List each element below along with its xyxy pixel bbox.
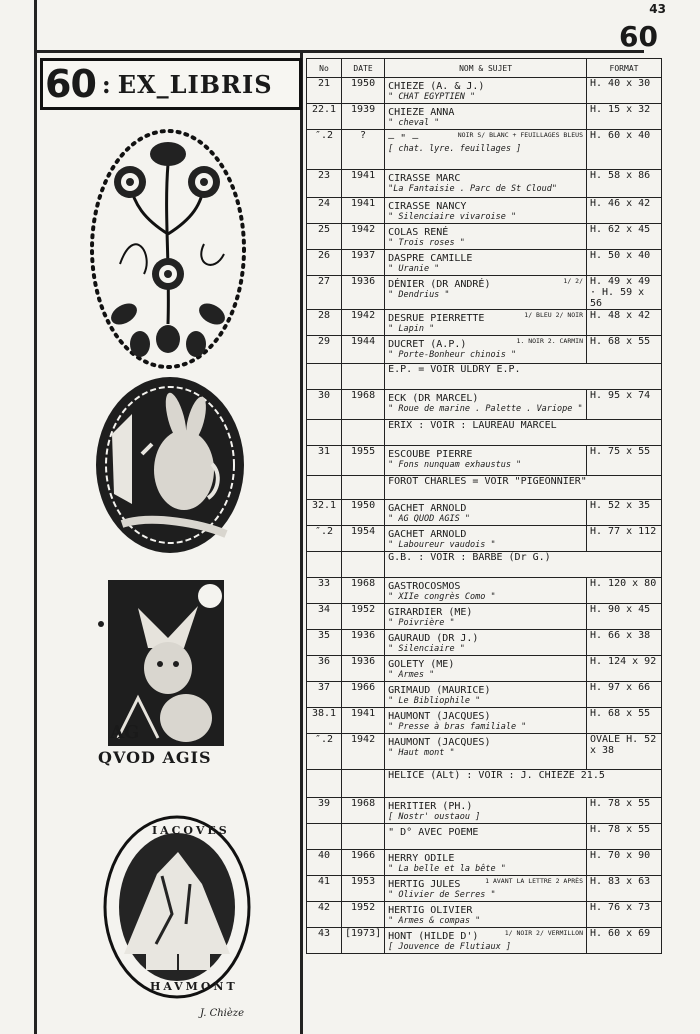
subject: " Lapin " [388,324,435,334]
entry-name-subject [385,656,587,682]
subject: " Armes & compas " [388,916,481,926]
entry-format: H. 40 x 30 [587,78,662,104]
entry-date: 1942 [342,734,385,770]
page-number-large: 60 [619,20,658,53]
entry-number [307,770,342,798]
owner-name: HONT (HILDE D') [388,931,479,942]
illustrations-column [40,108,298,1034]
table-row [307,850,662,876]
entry-format: H. 15 x 32 [587,104,662,130]
table-row [307,364,662,390]
entry-date: 1939 [342,104,385,130]
table-row [307,78,662,104]
table-row [307,198,662,224]
entry-date: 1968 [342,798,385,824]
table-row [307,336,662,364]
entry-date: 1954 [342,526,385,552]
entry-name-subject [385,526,587,552]
entry-date: 1968 [342,578,385,604]
entry-date: 1966 [342,682,385,708]
entry-number: 35 [307,630,342,656]
entry-number: 22.1 [307,104,342,130]
register-table [306,58,662,954]
entry-number: 36 [307,656,342,682]
entry-number [307,476,342,500]
entry-number: 39 [307,798,342,824]
entry-note: NOIR S/ BLANC + FEUILLAGES BLEUS [457,131,583,139]
table-row [307,224,662,250]
entry-format: H. 78 x 55 [587,824,662,850]
subject: " CHAT EGYPTIEN " [388,92,476,102]
owner-name: DESRUE PIERRETTE [388,313,485,324]
table-row [307,170,662,198]
entry-name-subject [385,170,587,198]
entry-format: H. 58 x 86 [587,170,662,198]
entry-name-subject [385,78,587,104]
col-format: FORMAT [587,59,662,78]
entry-format: H. 49 x 49 · H. 59 x 56 [587,276,662,310]
table-header [307,59,662,78]
entry-number [307,824,342,850]
entry-name-subject [385,708,587,734]
seal-text-bottom: HAVMONT [150,980,238,993]
entry-format: H. 68 x 55 [587,708,662,734]
entry-date: ? [342,130,385,170]
owner-name: CIRASSE NANCY [388,201,467,212]
owner-name: GASTROCOSMOS [388,581,461,592]
table-row [307,104,662,130]
owner-name: GOLETY (ME) [388,659,455,670]
subject: [ chat. lyre. feuillages ] [388,144,522,154]
register-body [307,78,662,954]
entry-number: 37 [307,682,342,708]
subject: " Armes " [388,670,435,680]
owner-name: " D° AVEC POEME [388,827,479,838]
entry-number: ″.2 [307,526,342,552]
entry-date [342,770,385,798]
entry-format: H. 78 x 55 [587,798,662,824]
owner-name: DASPRE CAMILLE [388,253,473,264]
table-row [307,552,662,578]
entry-number: 30 [307,390,342,420]
entry-number: 34 [307,604,342,630]
section-title-text: EX_LIBRIS [117,69,273,99]
owner-name: — " — [388,133,419,144]
entry-format: H. 52 x 35 [587,500,662,526]
cross-reference: FOROT CHARLES = VOIR "PIGEONNIER" [385,476,662,500]
entry-date: 1952 [342,604,385,630]
col-no: No [307,59,342,78]
entry-date [342,420,385,446]
entry-format: H. 120 x 80 [587,578,662,604]
section-separator: : [101,69,112,99]
entry-number: 29 [307,336,342,364]
artist-signature: J. Chièze [200,1008,244,1019]
entry-name-subject [385,682,587,708]
entry-date: 1936 [342,656,385,682]
subject: [ Jouvence de Flutiaux ] [388,942,511,952]
entry-date: 1944 [342,336,385,364]
entry-note: 1/ NOIR 2/ VERMILLON [504,929,583,937]
entry-date: 1936 [342,630,385,656]
entry-name-subject [385,902,587,928]
entry-name-subject [385,734,587,770]
entry-number: 24 [307,198,342,224]
entry-date: 1936 [342,276,385,310]
entry-name-subject [385,276,587,310]
table-row [307,630,662,656]
entry-number: 33 [307,578,342,604]
subject: " Le Bibliophile " [388,696,481,706]
entry-number: 43 [307,928,342,954]
entry-date [342,824,385,850]
entry-date: 1955 [342,446,385,476]
owner-name: GIRARDIER (ME) [388,607,473,618]
entry-date: 1968 [342,390,385,420]
entry-date: 1942 [342,224,385,250]
table-row [307,526,662,552]
table-row [307,276,662,310]
entry-name-subject [385,390,587,420]
entry-date [342,476,385,500]
table-row [307,604,662,630]
entry-format: H. 124 x 92 [587,656,662,682]
entry-number: 31 [307,446,342,476]
entry-date [342,552,385,578]
owner-name: HERITIER (PH.) [388,801,473,812]
entry-number: 28 [307,310,342,336]
entry-note: 1 AVANT LA LETTRE 2 APRÈS [485,877,583,885]
table-row [307,928,662,954]
subject: " Fons nunquam exhaustus " [388,460,522,470]
entry-date: 1942 [342,310,385,336]
entry-name-subject [385,928,587,954]
top-rule [34,50,644,53]
table-row [307,310,662,336]
table-row [307,798,662,824]
entry-name-subject [385,850,587,876]
entry-format: H. 60 x 69 [587,928,662,954]
jester-caption: QVOD AGIS [98,748,212,767]
entry-date: 1941 [342,708,385,734]
subject: " La belle et la bête " [388,864,506,874]
table-row [307,390,662,420]
owner-name: ESCOUBE PIERRE [388,449,473,460]
table-row [307,250,662,276]
entry-date: 1941 [342,198,385,224]
subject: " AG QUOD AGIS " [388,514,471,524]
owner-name: GACHET ARNOLD [388,529,467,540]
entry-format: H. 66 x 38 [587,630,662,656]
subject: " Poivrière " [388,618,455,628]
entry-name-subject [385,604,587,630]
entry-note: 1. NOIR 2. CARMIN [516,337,583,345]
entry-number: ″.2 [307,734,342,770]
owner-name: GACHET ARNOLD [388,503,467,514]
entry-date: 1952 [342,902,385,928]
entry-date: 1941 [342,170,385,198]
subject: " Uranie " [388,264,440,274]
entry-format: H. 90 x 45 [587,604,662,630]
entry-format: H. 62 x 45 [587,224,662,250]
table-row [307,578,662,604]
owner-name: HERTIG JULES [388,879,461,890]
entry-date: 1966 [342,850,385,876]
entry-format: H. 46 x 42 [587,198,662,224]
page-number-small: 43 [649,2,666,16]
owner-name: CHIEZE (A. & J.) [388,81,485,92]
entry-date [342,364,385,390]
table-row [307,708,662,734]
entry-number: ″.2 [307,130,342,170]
owner-name: DÉNIER (DR ANDRÉ) [388,279,491,290]
entry-number: 26 [307,250,342,276]
cross-reference: HELICE (ALt) : VOIR : J. CHIEZE 21.5 [385,770,662,798]
subject: " Porte-Bonheur chinois " [388,350,517,360]
col-name: NOM & SUJET [385,59,587,78]
entry-name-subject [385,446,587,476]
entry-name-subject [385,798,587,824]
entry-date: 1950 [342,78,385,104]
entry-name-subject [385,500,587,526]
entry-number: 23 [307,170,342,198]
entry-format: H. 75 x 55 [587,446,662,476]
bookplate-rabbit [92,374,248,556]
owner-name: GRIMAUD (MAURICE) [388,685,491,696]
subject: " XIIe congrès Como " [388,592,496,602]
entry-note: 1/ 2/ [563,277,583,285]
entry-number: 40 [307,850,342,876]
section-title [40,58,302,110]
entry-name-subject [385,310,587,336]
col-date: DATE [342,59,385,78]
entry-number: 42 [307,902,342,928]
entry-name-subject [385,198,587,224]
entry-name-subject [385,824,587,850]
subject: " Silenciaire " [388,644,465,654]
subject: " Laboureur vaudois " [388,540,496,550]
entry-name-subject [385,130,587,170]
cross-reference: G.B. : VOIR : BARBE (Dr G.) [385,552,662,578]
bookplate-seal [102,814,252,1000]
table-row [307,420,662,446]
entry-date: [1973] [342,928,385,954]
seal-text-top: IACOVES [152,824,230,837]
entry-format: H. 48 x 42 [587,310,662,336]
subject: " Roue de marine . Palette . Variope " [388,404,583,414]
subject: "La Fantaisie . Parc de St Cloud" [388,184,558,194]
owner-name: ECK (DR MARCEL) [388,393,479,404]
table-row [307,824,662,850]
entry-name-subject [385,104,587,130]
entry-name-subject [385,250,587,276]
entry-format: H. 95 x 74 [587,390,662,420]
entry-note: 1/ BLEU 2/ NOIR [524,311,583,319]
subject: " Trois roses " [388,238,465,248]
table-row [307,734,662,770]
entry-name-subject [385,578,587,604]
owner-name: CIRASSE MARC [388,173,461,184]
owner-name: DUCRET (A.P.) [388,339,467,350]
owner-name: CHIEZE ANNA [388,107,455,118]
cross-reference: E.P. = VOIR ULDRY E.P. [385,364,662,390]
subject: " Olivier de Serres " [388,890,496,900]
entry-number: 38.1 [307,708,342,734]
bookplate-roses [84,124,252,374]
column-divider [300,50,303,1034]
subject: " cheval " [388,118,440,128]
entry-number: 32.1 [307,500,342,526]
table-row [307,770,662,798]
subject: " Haut mont " [388,748,455,758]
entry-name-subject [385,630,587,656]
table-row [307,446,662,476]
owner-name: HERTIG OLIVIER [388,905,473,916]
table-row [307,902,662,928]
entry-name-subject [385,336,587,364]
entry-number [307,552,342,578]
subject: " Presse à bras familiale " [388,722,527,732]
cross-reference: ERIX : VOIR : LAUREAU MARCEL [385,420,662,446]
entry-name-subject [385,224,587,250]
entry-date: 1950 [342,500,385,526]
entry-number [307,364,342,390]
table-row [307,130,662,170]
table-row [307,876,662,902]
entry-date: 1953 [342,876,385,902]
owner-name: COLAS RENÉ [388,227,449,238]
entry-number [307,420,342,446]
table-row [307,500,662,526]
entry-date: 1937 [342,250,385,276]
subject: [ Nostr' oustaou ] [388,812,481,822]
entry-name-subject [385,876,587,902]
entry-number: 25 [307,224,342,250]
table-row [307,682,662,708]
owner-name: GAURAUD (DR J.) [388,633,479,644]
jester-monogram: AG [110,722,140,743]
entry-format: H. 68 x 55 [587,336,662,364]
entry-format: H. 60 x 40 [587,130,662,170]
entry-format: H. 97 x 66 [587,682,662,708]
table-row [307,476,662,500]
entry-number: 27 [307,276,342,310]
owner-name: HERRY ODILE [388,853,455,864]
table-row [307,656,662,682]
entry-number: 21 [307,78,342,104]
owner-name: HAUMONT (JACQUES) [388,711,491,722]
entry-format: H. 83 x 63 [587,876,662,902]
section-number: 60 [45,62,96,106]
owner-name: HAUMONT (JACQUES) [388,737,491,748]
entry-format: OVALE H. 52 x 38 [587,734,662,770]
entry-number: 41 [307,876,342,902]
entry-format: H. 76 x 73 [587,902,662,928]
subject: " Silenciaire vivaroise " [388,212,517,222]
entry-format: H. 70 x 90 [587,850,662,876]
entry-format: H. 50 x 40 [587,250,662,276]
entry-format: H. 77 x 112 [587,526,662,552]
left-margin-rule [34,0,37,1034]
subject: " Dendrius " [388,290,450,300]
